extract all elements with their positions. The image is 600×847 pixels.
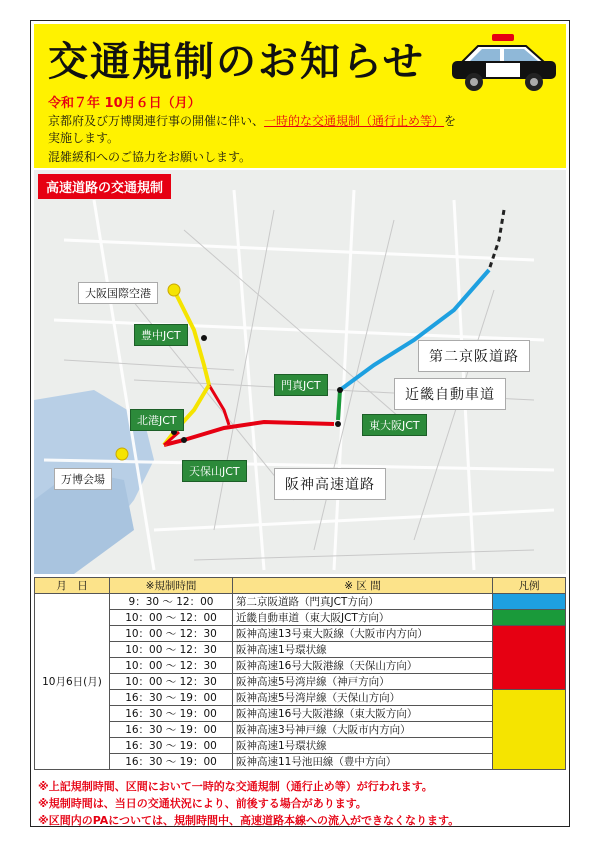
table-row (35, 690, 566, 706)
time-cell: 16：30 ～ 19：00 (110, 706, 233, 722)
legend-swatch (493, 626, 566, 690)
section-cell: 阪神高速16号大阪港線（天保山方向） (233, 658, 493, 674)
section-cell: 阪神高速1号環状線 (233, 642, 493, 658)
section-cell: 阪神高速3号神戸線（大阪市内方向） (233, 722, 493, 738)
legend-swatch (493, 610, 566, 626)
table-row (35, 722, 566, 738)
tempozan-jct-label: 天保山JCT (182, 460, 247, 482)
expressway-map (34, 170, 566, 574)
police-car-icon (448, 32, 560, 94)
legend-swatch (493, 690, 566, 770)
table-row (35, 674, 566, 690)
table-row (35, 738, 566, 754)
table-row (35, 658, 566, 674)
time-cell: 16：30 ～ 19：00 (110, 722, 233, 738)
page-title: 交通規制のお知らせ (48, 39, 425, 85)
table-row (35, 594, 566, 610)
time-cell: 10：00 ～ 12：30 (110, 658, 233, 674)
kinki-expressway-label: 近畿自動車道 (394, 378, 506, 410)
section-cell: 近畿自動車道（東大阪JCT方向） (233, 610, 493, 626)
kitako-jct-label: 北港JCT (130, 409, 184, 431)
note-1: ※上記規制時間、区間において一時的な交通規制（通行止め等）が行われます。 (38, 780, 433, 793)
map-base (34, 170, 566, 574)
time-cell: 10：00 ～ 12：30 (110, 642, 233, 658)
section-cell: 阪神高速16号大阪港線（東大阪方向） (233, 706, 493, 722)
section-cell: 阪神高速13号東大阪線（大阪市内方向） (233, 626, 493, 642)
header-date: 月 日 (35, 578, 110, 594)
notice-line-1: 京都府及び万博関連行事の開催に伴い、一時的な交通規制（通行止め等）を (48, 114, 457, 128)
time-cell: 10：00 ～ 12：30 (110, 674, 233, 690)
header-legend: 凡例 (493, 578, 566, 594)
notice-line-2: 実施します。 (48, 131, 120, 145)
section-cell: 阪神高速1号環状線 (233, 738, 493, 754)
map-title: 高速道路の交通規制 (38, 174, 171, 199)
higashiosaka-jct-label: 東大阪JCT (362, 414, 427, 436)
table-row (35, 706, 566, 722)
schedule-table (34, 577, 566, 770)
expo-site-label: 万博会場 (54, 468, 112, 490)
airport-label: 大阪国際空港 (78, 282, 158, 304)
notice-line-3: 混雑緩和へのご協力をお願いします。 (48, 150, 252, 164)
section-cell: 第二京阪道路（門真JCT方向） (233, 594, 493, 610)
header-banner (34, 24, 566, 168)
time-cell: 10：00 ～ 12：00 (110, 610, 233, 626)
section-cell: 阪神高速5号湾岸線（神戸方向） (233, 674, 493, 690)
day-cell: 10月6日(月) (35, 594, 110, 770)
table-row (35, 610, 566, 626)
table-header-row (35, 578, 566, 594)
note-3: ※区間内のPAについては、規制時間中、高速道路本線への流入ができなくなります。 (38, 814, 460, 827)
toyonaka-jct-label: 豊中JCT (134, 324, 188, 346)
table-row (35, 626, 566, 642)
section-cell: 阪神高速5号湾岸線（天保山方向） (233, 690, 493, 706)
table-row (35, 642, 566, 658)
hanshin-expressway-label: 阪神高速道路 (274, 468, 386, 500)
event-date: 令和７年 10月６日（月） (48, 96, 201, 111)
kadoma-jct-label: 門真JCT (274, 374, 328, 396)
legend-swatch (493, 594, 566, 610)
section-cell: 阪神高速11号池田線（豊中方向） (233, 754, 493, 770)
time-cell: 16：30 ～ 19：00 (110, 690, 233, 706)
header-section: ※ 区 間 (233, 578, 493, 594)
time-cell: 16：30 ～ 19：00 (110, 738, 233, 754)
daini-keihan-label: 第二京阪道路 (418, 340, 530, 372)
time-cell: 9：30 ～ 12：00 (110, 594, 233, 610)
time-cell: 16：30 ～ 19：00 (110, 754, 233, 770)
note-2: ※規制時間は、当日の交通状況により、前後する場合があります。 (38, 797, 367, 810)
table-row (35, 754, 566, 770)
time-cell: 10：00 ～ 12：30 (110, 626, 233, 642)
header-time: ※規制時間 (110, 578, 233, 594)
